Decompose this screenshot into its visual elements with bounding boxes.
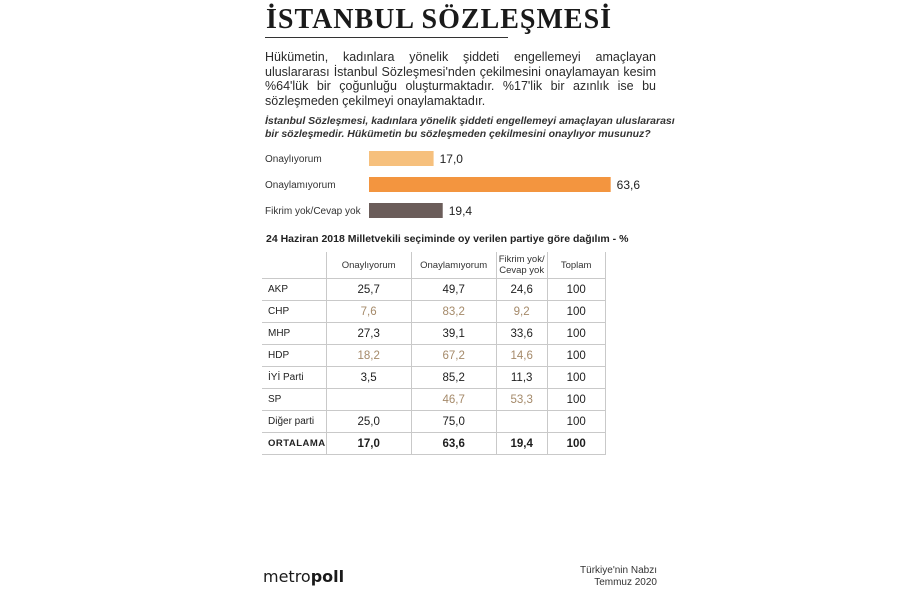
table-value-cell: 53,3 [496, 389, 547, 411]
party-name-cell: SP [262, 389, 326, 411]
bar [369, 203, 443, 218]
logo-bold-text: poll [310, 567, 345, 586]
table-header-row [262, 252, 605, 279]
logo-light-text: metro [263, 567, 311, 586]
average-row [262, 433, 605, 455]
party-name-cell: AKP [262, 279, 326, 301]
bar [369, 177, 611, 192]
party-name-cell: CHP [262, 301, 326, 323]
table-total-cell: 100 [547, 367, 605, 389]
bar [369, 151, 434, 166]
footer-date: Temmuz 2020 [594, 577, 657, 588]
table-row [262, 323, 605, 345]
table-row [262, 301, 605, 323]
table-value-cell: 19,4 [496, 433, 547, 455]
table-value-cell: 3,5 [326, 367, 411, 389]
party-column-header [262, 252, 326, 279]
survey-question: İstanbul Sözleşmesi, kadınlara yönelik şiddeti engellemeyi amaçlayan uluslararası bir sözleşmedir. Hükümetin bu sözleşmeden çekilmesini onaylıyor musunuz? [265, 115, 675, 140]
bar-category-label: Onaylıyorum [265, 154, 322, 165]
lead-paragraph: Hükümetin, kadınlara yönelik şiddeti engellemeyi amaçlayan uluslararası İstanbul Sözleşmesi'nden çekilmesini onaylamayan kesim %64'lük bir çoğunluğu oluşturmaktadır. %17'lik bir azınlık ise bu sözleşmeden çekilmeyi onaylamaktadır. [265, 50, 656, 108]
bar-value-label: 19,4 [448, 204, 473, 218]
table-row [262, 411, 605, 433]
party-name-cell: ORTALAMA [262, 433, 326, 455]
party-name-cell: HDP [262, 345, 326, 367]
table-value-cell: 49,7 [411, 279, 496, 301]
party-breakdown-table [262, 252, 606, 455]
table-value-cell: 75,0 [411, 411, 496, 433]
table-value-cell: 25,0 [326, 411, 411, 433]
table-value-cell: 17,0 [326, 433, 411, 455]
footer-series: Türkiye'nin Nabzı [580, 565, 657, 576]
bar-category-label: Fikrim yok/Cevap yok [265, 206, 361, 217]
table-total-cell: 100 [547, 433, 605, 455]
table-value-cell: 25,7 [326, 279, 411, 301]
table-value-cell: 67,2 [411, 345, 496, 367]
table-value-cell: 24,6 [496, 279, 547, 301]
column-header: Fikrim yok/ Cevap yok [496, 252, 547, 279]
bar-value-label: 17,0 [439, 152, 463, 166]
table-value-cell: 85,2 [411, 367, 496, 389]
title-underline [265, 37, 508, 38]
table-value-cell: 27,3 [326, 323, 411, 345]
party-name-cell: MHP [262, 323, 326, 345]
footer-source [580, 565, 657, 589]
table-value-cell: 18,2 [326, 345, 411, 367]
table-value-cell [326, 389, 411, 411]
column-header: Onaylamıyorum [411, 252, 496, 279]
table-row [262, 345, 605, 367]
table-total-cell: 100 [547, 323, 605, 345]
column-header: Toplam [547, 252, 605, 279]
column-header: Onaylıyorum [326, 252, 411, 279]
table-total-cell: 100 [547, 411, 605, 433]
party-name-cell: Diğer parti [262, 411, 326, 433]
table-value-cell [496, 411, 547, 433]
table-total-cell: 100 [547, 279, 605, 301]
table-value-cell: 33,6 [496, 323, 547, 345]
table-total-cell: 100 [547, 301, 605, 323]
table-row [262, 389, 605, 411]
table-value-cell: 11,3 [496, 367, 547, 389]
metropoll-logo [263, 567, 344, 586]
bar-category-label: Onaylamıyorum [265, 180, 336, 191]
table-value-cell: 46,7 [411, 389, 496, 411]
party-name-cell: İYİ Parti [262, 367, 326, 389]
table-value-cell: 9,2 [496, 301, 547, 323]
table-value-cell: 14,6 [496, 345, 547, 367]
table-row [262, 279, 605, 301]
table-total-cell: 100 [547, 389, 605, 411]
table-value-cell: 63,6 [411, 433, 496, 455]
table-value-cell: 83,2 [411, 301, 496, 323]
page-title: İSTANBUL SÖZLEŞMESİ [266, 4, 613, 35]
table-value-cell: 7,6 [326, 301, 411, 323]
bar-value-label: 63,6 [616, 178, 641, 192]
table-total-cell: 100 [547, 345, 605, 367]
table-value-cell: 39,1 [411, 323, 496, 345]
table-subtitle: 24 Haziran 2018 Milletvekili seçiminde oy verilen partiye göre dağılım - % [266, 233, 629, 245]
table-row [262, 367, 605, 389]
response-bar-chart [260, 142, 680, 227]
